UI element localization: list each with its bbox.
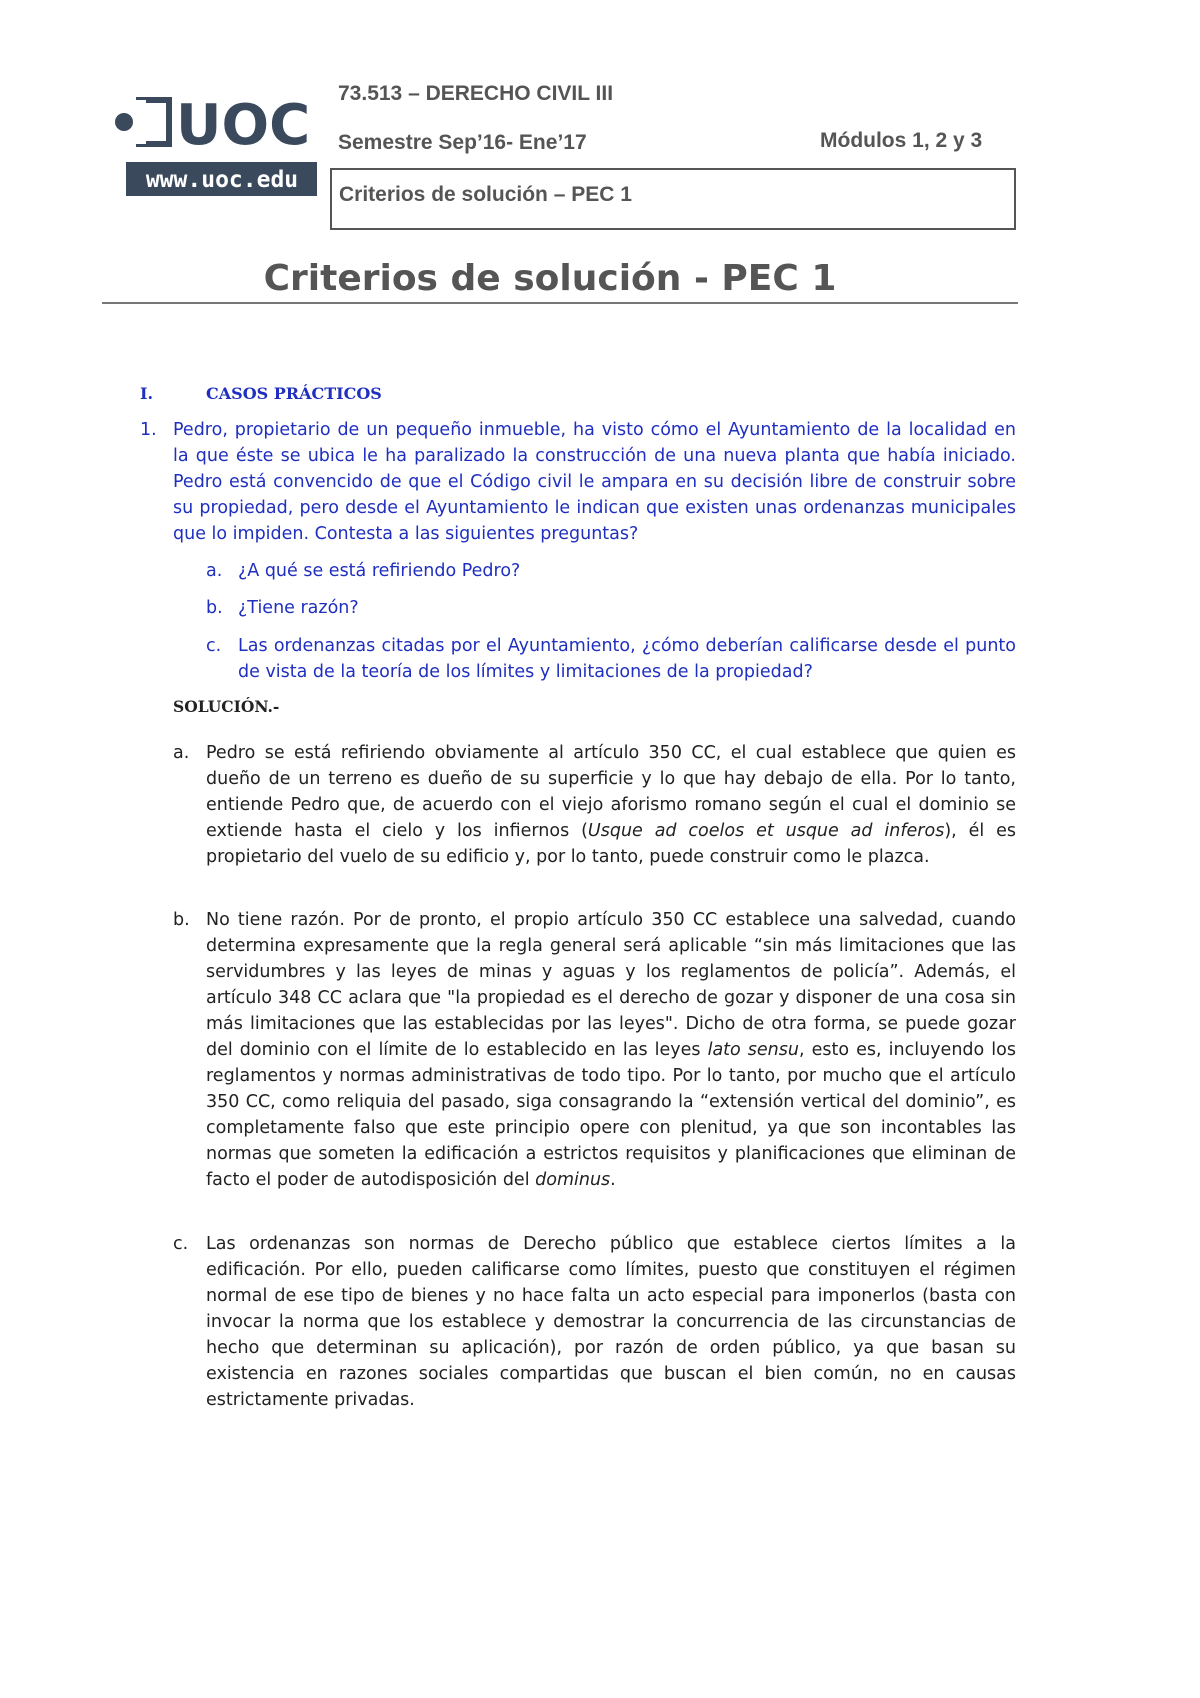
question-text: Pedro, propietario de un pequeño inmueble, ha visto cómo el Ayuntamiento de la localidad en la que éste se ubica le ha paralizado la construcción de una nueva planta que había iniciado. Pedro está convencido de que el Código civil le ampara en su decisión libre de construir sobre su propiedad, pero desde el Ayuntamiento le indican que existen unas ordenanzas municipales que lo impiden. Contesta a las siguientes preguntas?: [173, 420, 1016, 544]
uoc-logo: [112, 92, 317, 200]
semester: Semestre Sep’16- Ene’17: [338, 131, 587, 154]
header-box-label: Criterios de solución – PEC 1: [339, 183, 632, 206]
course-code: 73.513 – DERECHO CIVIL III: [338, 82, 614, 105]
title-divider: [102, 302, 1018, 304]
answer-c: Las ordenanzas son normas de Derecho público que establece ciertos límites a la edificación. Por ello, pueden calificarse como límites, puesto que constituyen el régimen normal de ese tipo de bienes y no hace falta un acto especial para imponerlos (basta con invocar la norma que los establece y demostrar la concurrencia de las circunstancias de hecho que determinan su aplicación), por razón de orden público, ya que basan su existencia en razones sociales compartidas que buscan el bien común, no en causas estrictamente privadas.: [206, 1234, 1016, 1410]
page-title: Criterios de solución - PEC 1: [263, 258, 837, 299]
modules: Módulos 1, 2 y 3: [820, 129, 983, 152]
answer-b: No tiene razón. Por de pronto, el propio artículo 350 CC establece una salvedad, cuando determina expresamente que la regla general será aplicable “sin más limitaciones que las servidumbres y las leyes de minas y aguas y los reglamentos de policía”. Además, el artículo 348 CC aclara que "la propiedad es el derecho de gozar y disponer de una cosa sin más limitaciones que las establecidas por las leyes". Dicho de otra forma, se puede gozar del dominio con el límite de lo establecido en las leyes lato sensu, esto es, incluyendo los reglamentos y normas administrativas de todo tipo. Por lo tanto, por mucho que el artículo 350 CC, como reliquia del pasado, siga consagrando la “extensión vertical del dominio”, es completamente falso que este principio opere con plenitud, ya que son incontables las normas que someten la edificación a estrictos requisitos y planificaciones que eliminan de facto el poder de autodisposición del dominus.: [206, 910, 1016, 1190]
answer-letter: a.: [173, 743, 190, 763]
answer-a: Pedro se está refiriendo obviamente al artículo 350 CC, el cual establece que quien es dueño de un terreno es dueño de su superficie y lo que hay debajo de ella. Por lo tanto, entiende Pedro que, de acuerdo con el viejo aforismo romano según el cual el dominio se extiende hasta el cielo y los infiernos (Usque ad coelos et usque ad inferos), él es propietario del vuelo de su edificio y, por lo tanto, puede construir como le plazca.: [206, 743, 1017, 867]
section-title: CASOS PRÁCTICOS: [206, 384, 382, 403]
subquestion-letter: a.: [206, 561, 223, 581]
subquestion-text: ¿Tiene razón?: [238, 598, 359, 618]
question-number: 1.: [140, 420, 157, 440]
logo-url: www.uoc.edu: [145, 167, 299, 193]
logo-wordmark: UOC: [176, 93, 311, 158]
subquestion-text: Las ordenanzas citadas por el Ayuntamiento, ¿cómo deberían calificarse desde el punto de vista de la teoría de los límites y limitaciones de la propiedad?: [238, 636, 1016, 682]
subquestion-text: ¿A qué se está refiriendo Pedro?: [238, 561, 521, 581]
answer-letter: c.: [173, 1234, 189, 1254]
subquestion-letter: c.: [206, 636, 222, 656]
section-number: I.: [140, 384, 154, 403]
subquestion-letter: b.: [206, 598, 223, 618]
solution-heading: SOLUCIÓN.-: [173, 697, 280, 716]
header-box: [330, 168, 1016, 230]
answer-letter: b.: [173, 910, 190, 930]
